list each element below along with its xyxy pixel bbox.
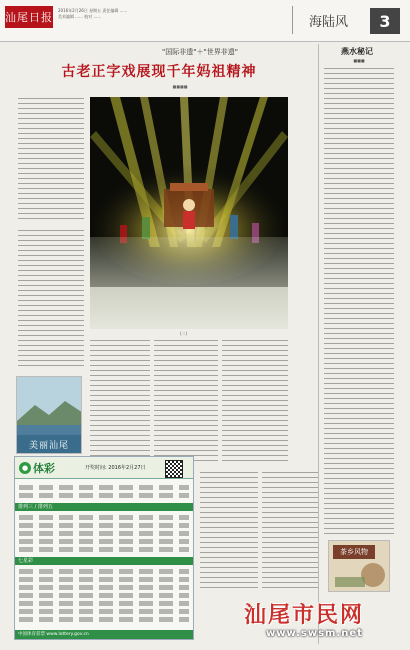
opera-stage-photo [90,97,288,329]
column-divider [318,44,319,644]
lottery-row [19,515,189,520]
qr-code-icon [165,460,183,478]
lottery-brand: 体彩 [33,462,55,475]
lottery-row [19,577,189,582]
article-column [18,228,84,366]
lottery-row [19,593,189,598]
article-column [154,338,218,462]
sidebar-title: 燕水秘记 [341,46,373,56]
article-column [222,338,288,462]
lottery-row [19,617,189,622]
lottery-row [19,523,189,528]
lottery-header [15,457,193,479]
lottery-band: 七星彩 [15,557,193,565]
lottery-row [19,485,189,490]
folk-promo-label: 茶乡风物 [333,545,375,559]
issue-meta-line: 美术编辑 ...... 校对 ...... [58,14,102,19]
article-byline: ■■■■ [172,84,188,89]
article-headline: 古老正字戏展现千年妈祖精神 [61,64,257,80]
lottery-footer: 中国体育彩票 www.lottery.gov.cn [15,630,193,639]
article-column [90,338,150,462]
lottery-row [19,493,189,498]
lottery-row [19,539,189,544]
sidebar-column [324,66,394,536]
watermark-name: 汕尾市民网 [244,602,365,628]
site-watermark [244,598,406,646]
lottery-row [19,547,189,552]
lottery-row [19,601,189,606]
lottery-logo [19,460,77,476]
lottery-results-box [14,456,194,640]
watermark-url: www.swsm.net [266,628,363,639]
article-column [18,96,84,221]
lottery-icon: ● [19,462,31,474]
lottery-row [19,569,189,574]
beauty-promo-label: 美丽汕尾 [17,435,81,453]
article-column [200,470,258,588]
newspaper-logo: 汕尾日报 [5,6,53,28]
section-title: 海陆风 [292,6,364,34]
beauty-promo-box [16,376,82,454]
lottery-row [19,585,189,590]
lottery-band: 排列三 / 排列五 [15,503,193,511]
lottery-row [19,609,189,614]
photo-caption: (二) [180,331,188,336]
lottery-date: 开奖时间: 2016年2月27日 [85,465,146,471]
article-kicker: "国际非遗"＋"世界非遗" [162,48,238,56]
folk-promo-box [328,540,390,592]
lottery-row [19,531,189,536]
article-column [262,470,318,590]
sidebar-byline: ■■■ [353,58,365,63]
page-number: 3 [370,8,400,34]
masthead [0,0,410,42]
issue-meta-line: 2016年2月26日 星期五 责任编辑 ...... [58,8,128,13]
